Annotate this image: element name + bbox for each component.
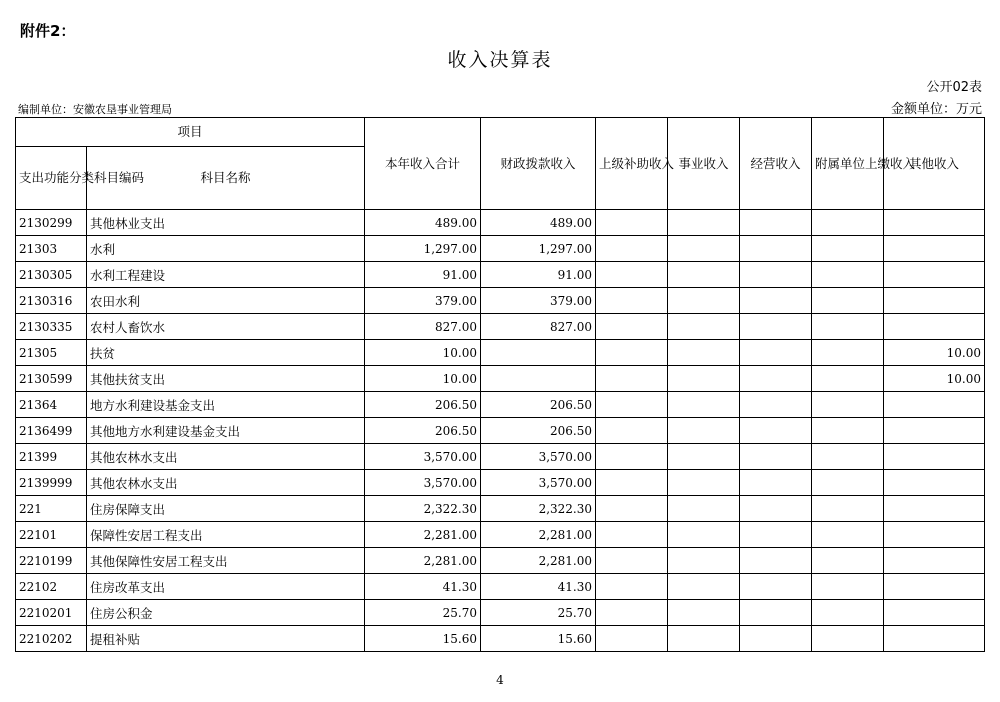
name-cell: 其他保障性安居工程支出 <box>87 548 365 574</box>
total-cell: 10.00 <box>365 340 481 366</box>
business-cell <box>668 366 740 392</box>
header-fiscal: 财政拨款收入 <box>481 118 596 210</box>
other-cell <box>884 522 985 548</box>
code-cell: 2130299 <box>16 210 87 236</box>
affiliated-cell <box>812 236 884 262</box>
business-cell <box>668 626 740 652</box>
total-cell: 10.00 <box>365 366 481 392</box>
fiscal-cell: 489.00 <box>481 210 596 236</box>
table-row <box>16 574 985 600</box>
other-cell <box>884 496 985 522</box>
header-item: 项目 <box>16 118 365 147</box>
fiscal-cell: 2,322.30 <box>481 496 596 522</box>
superior-cell <box>596 470 668 496</box>
other-cell <box>884 444 985 470</box>
business-cell <box>668 496 740 522</box>
other-cell <box>884 418 985 444</box>
table-row <box>16 548 985 574</box>
header-superior: 上级补助收入 <box>596 118 668 210</box>
fiscal-cell: 1,297.00 <box>481 236 596 262</box>
income-table <box>15 117 985 652</box>
name-cell: 其他农林水支出 <box>87 444 365 470</box>
code-cell: 2130305 <box>16 262 87 288</box>
header-other: 其他收入 <box>884 118 985 210</box>
name-cell: 其他扶贫支出 <box>87 366 365 392</box>
total-cell: 379.00 <box>365 288 481 314</box>
unit-label: 金额单位：万元 <box>890 102 982 117</box>
business-cell <box>668 600 740 626</box>
fiscal-cell: 827.00 <box>481 314 596 340</box>
operating-cell <box>740 366 812 392</box>
affiliated-cell <box>812 262 884 288</box>
name-cell: 水利 <box>87 236 365 262</box>
affiliated-cell <box>812 444 884 470</box>
code-cell: 2130335 <box>16 314 87 340</box>
business-cell <box>668 288 740 314</box>
affiliated-cell <box>812 288 884 314</box>
table-row <box>16 262 985 288</box>
other-cell <box>884 470 985 496</box>
total-cell: 489.00 <box>365 210 481 236</box>
table-row <box>16 340 985 366</box>
operating-cell <box>740 626 812 652</box>
affiliated-cell <box>812 548 884 574</box>
table-row <box>16 626 985 652</box>
header-code: 支出功能分类科目编码 <box>16 147 87 210</box>
operating-cell <box>740 522 812 548</box>
business-cell <box>668 392 740 418</box>
table-row <box>16 210 985 236</box>
name-cell: 水利工程建设 <box>87 262 365 288</box>
fiscal-cell: 91.00 <box>481 262 596 288</box>
header-name: 科目名称 <box>87 147 365 210</box>
business-cell <box>668 548 740 574</box>
fiscal-cell: 3,570.00 <box>481 444 596 470</box>
affiliated-cell <box>812 600 884 626</box>
affiliated-cell <box>812 626 884 652</box>
operating-cell <box>740 418 812 444</box>
header-total: 本年收入合计 <box>365 118 481 210</box>
operating-cell <box>740 444 812 470</box>
total-cell: 206.50 <box>365 418 481 444</box>
name-cell: 农田水利 <box>87 288 365 314</box>
superior-cell <box>596 236 668 262</box>
code-cell: 2130316 <box>16 288 87 314</box>
table-row <box>16 444 985 470</box>
attachment-label: 附件2： <box>20 22 76 40</box>
superior-cell <box>596 444 668 470</box>
table-row <box>16 418 985 444</box>
table-row <box>16 392 985 418</box>
affiliated-cell <box>812 574 884 600</box>
operating-cell <box>740 314 812 340</box>
fiscal-cell: 2,281.00 <box>481 548 596 574</box>
code-cell: 22101 <box>16 522 87 548</box>
fiscal-cell: 2,281.00 <box>481 522 596 548</box>
business-cell <box>668 340 740 366</box>
affiliated-cell <box>812 496 884 522</box>
fiscal-cell: 206.50 <box>481 392 596 418</box>
fiscal-cell: 3,570.00 <box>481 470 596 496</box>
affiliated-cell <box>812 340 884 366</box>
other-cell <box>884 600 985 626</box>
operating-cell <box>740 470 812 496</box>
other-cell: 10.00 <box>884 366 985 392</box>
operating-cell <box>740 392 812 418</box>
table-row <box>16 600 985 626</box>
business-cell <box>668 210 740 236</box>
code-cell: 21305 <box>16 340 87 366</box>
affiliated-cell <box>812 418 884 444</box>
code-cell: 2130599 <box>16 366 87 392</box>
table-row <box>16 470 985 496</box>
other-cell <box>884 262 985 288</box>
fiscal-cell: 15.60 <box>481 626 596 652</box>
total-cell: 2,322.30 <box>365 496 481 522</box>
affiliated-cell <box>812 392 884 418</box>
fiscal-cell <box>481 366 596 392</box>
name-cell: 其他农林水支出 <box>87 470 365 496</box>
operating-cell <box>740 236 812 262</box>
superior-cell <box>596 392 668 418</box>
form-number: 公开02表 <box>926 80 982 95</box>
operating-cell <box>740 548 812 574</box>
code-cell: 2210199 <box>16 548 87 574</box>
total-cell: 2,281.00 <box>365 548 481 574</box>
table-row <box>16 288 985 314</box>
superior-cell <box>596 548 668 574</box>
superior-cell <box>596 522 668 548</box>
superior-cell <box>596 210 668 236</box>
total-cell: 2,281.00 <box>365 522 481 548</box>
total-cell: 25.70 <box>365 600 481 626</box>
fiscal-cell: 41.30 <box>481 574 596 600</box>
business-cell <box>668 236 740 262</box>
business-cell <box>668 574 740 600</box>
affiliated-cell <box>812 210 884 236</box>
fiscal-cell: 25.70 <box>481 600 596 626</box>
table-row <box>16 496 985 522</box>
header-operating: 经营收入 <box>740 118 812 210</box>
other-cell <box>884 288 985 314</box>
other-cell <box>884 236 985 262</box>
affiliated-cell <box>812 366 884 392</box>
name-cell: 住房改革支出 <box>87 574 365 600</box>
superior-cell <box>596 314 668 340</box>
name-cell: 住房公积金 <box>87 600 365 626</box>
total-cell: 827.00 <box>365 314 481 340</box>
name-cell: 保障性安居工程支出 <box>87 522 365 548</box>
superior-cell <box>596 626 668 652</box>
superior-cell <box>596 574 668 600</box>
total-cell: 206.50 <box>365 392 481 418</box>
operating-cell <box>740 262 812 288</box>
table-row <box>16 366 985 392</box>
other-cell <box>884 574 985 600</box>
code-cell: 221 <box>16 496 87 522</box>
operating-cell <box>740 574 812 600</box>
code-cell: 21364 <box>16 392 87 418</box>
fiscal-cell: 206.50 <box>481 418 596 444</box>
superior-cell <box>596 496 668 522</box>
fiscal-cell: 379.00 <box>481 288 596 314</box>
other-cell <box>884 548 985 574</box>
superior-cell <box>596 288 668 314</box>
name-cell: 其他林业支出 <box>87 210 365 236</box>
affiliated-cell <box>812 522 884 548</box>
total-cell: 91.00 <box>365 262 481 288</box>
table-row <box>16 314 985 340</box>
name-cell: 其他地方水利建设基金支出 <box>87 418 365 444</box>
header-business: 事业收入 <box>668 118 740 210</box>
business-cell <box>668 444 740 470</box>
code-cell: 2139999 <box>16 470 87 496</box>
code-cell: 2210202 <box>16 626 87 652</box>
total-cell: 3,570.00 <box>365 444 481 470</box>
table-row <box>16 236 985 262</box>
code-cell: 22102 <box>16 574 87 600</box>
other-cell <box>884 392 985 418</box>
name-cell: 提租补贴 <box>87 626 365 652</box>
code-cell: 21399 <box>16 444 87 470</box>
other-cell: 10.00 <box>884 340 985 366</box>
org-label: 编制单位：安徽农垦事业管理局 <box>18 103 172 116</box>
name-cell: 住房保障支出 <box>87 496 365 522</box>
superior-cell <box>596 600 668 626</box>
code-cell: 21303 <box>16 236 87 262</box>
total-cell: 3,570.00 <box>365 470 481 496</box>
business-cell <box>668 314 740 340</box>
total-cell: 1,297.00 <box>365 236 481 262</box>
total-cell: 15.60 <box>365 626 481 652</box>
name-cell: 农村人畜饮水 <box>87 314 365 340</box>
superior-cell <box>596 418 668 444</box>
business-cell <box>668 418 740 444</box>
total-cell: 41.30 <box>365 574 481 600</box>
page-title: 收入决算表 <box>447 49 553 71</box>
code-cell: 2210201 <box>16 600 87 626</box>
business-cell <box>668 522 740 548</box>
name-cell: 扶贫 <box>87 340 365 366</box>
superior-cell <box>596 366 668 392</box>
other-cell <box>884 314 985 340</box>
operating-cell <box>740 496 812 522</box>
name-cell: 地方水利建设基金支出 <box>87 392 365 418</box>
business-cell <box>668 470 740 496</box>
page-number: 4 <box>496 673 504 687</box>
code-cell: 2136499 <box>16 418 87 444</box>
superior-cell <box>596 262 668 288</box>
operating-cell <box>740 288 812 314</box>
affiliated-cell <box>812 314 884 340</box>
affiliated-cell <box>812 470 884 496</box>
operating-cell <box>740 210 812 236</box>
operating-cell <box>740 340 812 366</box>
operating-cell <box>740 600 812 626</box>
business-cell <box>668 262 740 288</box>
superior-cell <box>596 340 668 366</box>
other-cell <box>884 210 985 236</box>
other-cell <box>884 626 985 652</box>
header-affiliated: 附属单位上缴收入 <box>812 118 884 210</box>
table-row <box>16 522 985 548</box>
fiscal-cell <box>481 340 596 366</box>
